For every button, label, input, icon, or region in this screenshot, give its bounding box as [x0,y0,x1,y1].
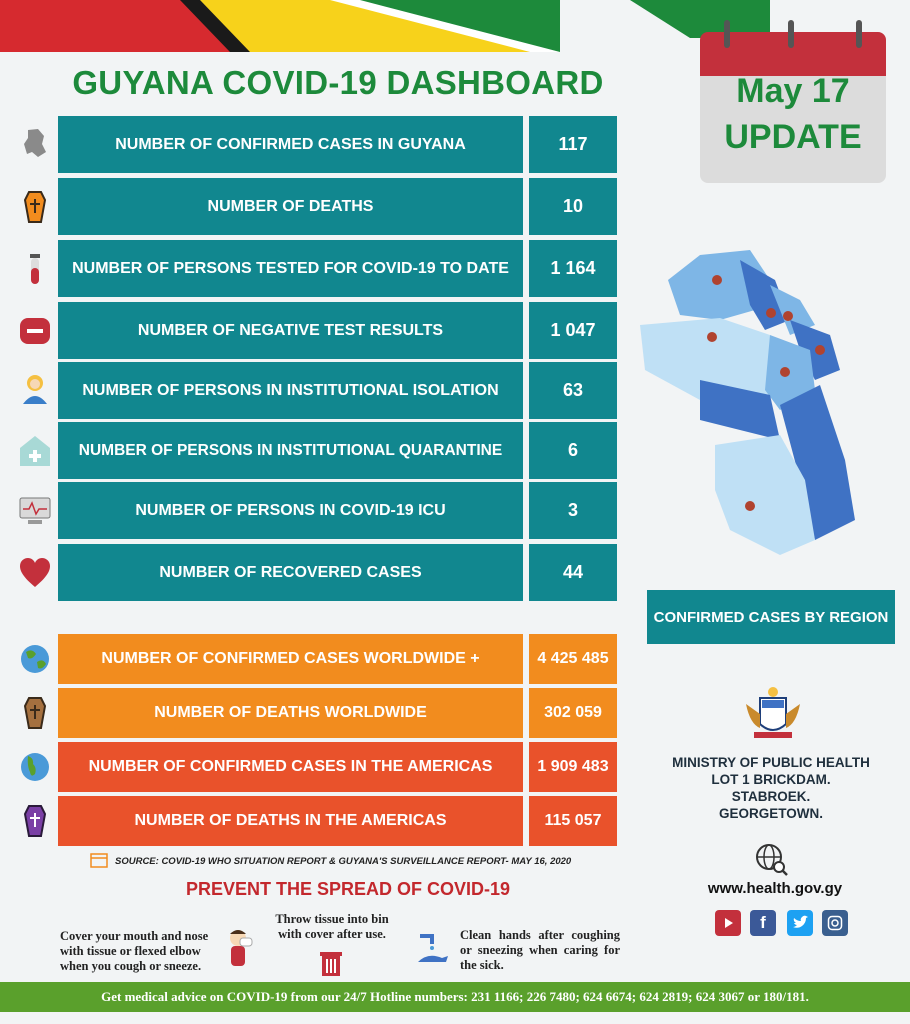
page-title: GUYANA COVID-19 DASHBOARD [72,64,604,101]
stat-label: NUMBER OF CONFIRMED CASES IN THE AMERICAS [58,742,523,792]
minus-sign-icon [18,314,52,348]
tip-clean-hands: Clean hands after coughing or sneezing when caring for the sick. [460,928,620,972]
instagram-icon[interactable] [822,910,848,936]
heart-icon [18,556,52,590]
stat-label: NUMBER OF PERSONS IN INSTITUTIONAL ISOLATION [58,362,523,419]
facebook-icon[interactable]: f [750,910,776,936]
guyana-map-icon [18,126,52,160]
calendar-update: UPDATE [724,118,862,156]
globe-icon [18,642,52,676]
monitor-icon [18,494,52,528]
test-tube-icon [18,252,52,286]
hotline-footer: Get medical advice on COVID-19 from our 24/7 Hotline numbers: 231 1166; 226 7480; 624 6674; 624 2819; 624 3067 or 180/181. [0,982,910,1012]
stat-label: NUMBER OF PERSONS IN COVID-19 ICU [58,482,523,539]
trash-bin-icon [318,948,344,978]
calendar-icon [90,852,108,868]
stat-value: 117 [529,116,617,173]
ministry-address [660,754,882,822]
calendar-date: May 17 [736,72,850,110]
stat-label: NUMBER OF CONFIRMED CASES WORLDWIDE + [58,634,523,684]
tip-cover-mouth: Cover your mouth and nose with tissue or flexed elbow when you cough or sneeze. [60,929,209,973]
tip-throw-tissue: Throw tissue into bin with cover after use. [275,912,389,941]
stat-value: 6 [529,422,617,479]
ministry-address-line: STABROEK. [731,789,811,804]
stat-value: 1 909 483 [529,742,617,792]
prevent-heading: PREVENT THE SPREAD OF COVID-19 [185,879,511,899]
stat-value: 44 [529,544,617,601]
stat-label: NUMBER OF PERSONS TESTED FOR COVID-19 TO DATE [58,240,523,297]
stat-label: NUMBER OF DEATHS WORLDWIDE [58,688,523,738]
twitter-icon[interactable] [787,910,813,936]
stat-value: 63 [529,362,617,419]
website-link[interactable]: www.health.gov.gy [707,880,843,897]
coffin-icon [18,190,52,224]
nurse-icon [18,372,52,406]
stat-value: 10 [529,178,617,235]
stat-value: 115 057 [529,796,617,846]
stat-value: 1 164 [529,240,617,297]
ministry-name: MINISTRY OF PUBLIC HEALTH [672,755,870,770]
stat-label: NUMBER OF RECOVERED CASES [58,544,523,601]
coat-of-arms-emblem [740,684,806,742]
hand-washing-icon [414,932,452,966]
ministry-address-line: LOT 1 BRICKDAM. [711,772,831,787]
stat-label: NUMBER OF PERSONS IN INSTITUTIONAL QUARANTINE [58,422,523,479]
ministry-address-line: GEORGETOWN. [718,806,823,821]
stat-value: 4 425 485 [529,634,617,684]
sneezing-person-icon [222,926,256,970]
stat-label: NUMBER OF DEATHS [58,178,523,235]
stat-value: 302 059 [529,688,617,738]
coffin-purple-icon [18,804,52,838]
globe-americas-icon [18,750,52,784]
stat-value: 1 047 [529,302,617,359]
coffin-icon [18,696,52,730]
stat-label: NUMBER OF NEGATIVE TEST RESULTS [58,302,523,359]
guyana-flag-banner [0,0,560,52]
confirmed-cases-by-region-label: CONFIRMED CASES BY REGION [647,590,895,644]
guyana-regions-map [640,240,870,560]
stat-value: 3 [529,482,617,539]
stat-label: NUMBER OF DEATHS IN THE AMERICAS [58,796,523,846]
web-globe-icon [754,842,788,876]
stat-label: NUMBER OF CONFIRMED CASES IN GUYANA [58,116,523,173]
calendar-badge [700,20,886,183]
youtube-icon[interactable] [715,910,741,936]
hospital-icon [18,434,52,468]
source-note: SOURCE: COVID-19 WHO SITUATION REPORT & GUYANA'S SURVEILLANCE REPORT- MAY 16, 2020 [115,856,572,867]
